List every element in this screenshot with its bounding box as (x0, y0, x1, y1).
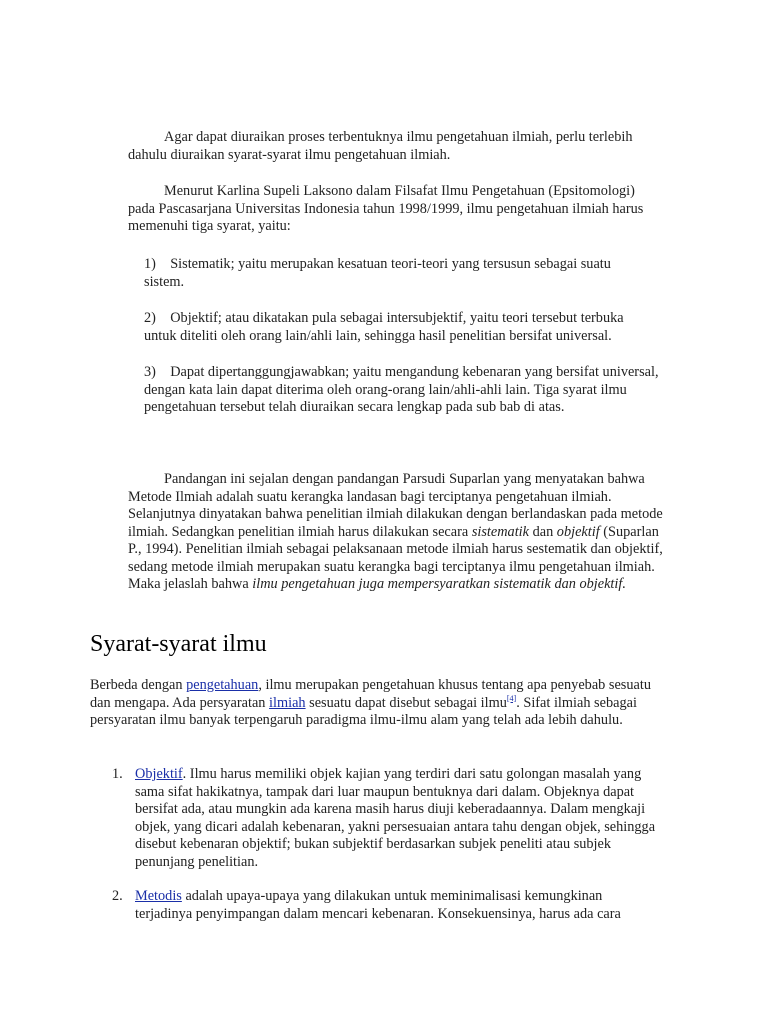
list-item-text: . Ilmu harus memiliki objek kajian yang terdiri dari satu golongan masalah yang sama sifat hakikatnya, tampak dari luar maupun bentuknya dari dalam. Objeknya dapat bersifat ada, atau mungkin ada karena masih harus diuji keberadaannya. Dalam mengkaji objek, yang dicari adalah kebenaran, yakni persesuaian antara tahu dengan objek, sehingga disebut kebenaran objektif; bukan subjektif berdasarkan subjek peneliti atau subjek penunjang penelitian. (135, 766, 656, 870)
section-heading: Syarat-syarat ilmu (90, 631, 267, 657)
list-item-sistematik (144, 256, 649, 291)
syarat-ilmu-paragraph (90, 677, 665, 730)
list-number: 2. (112, 888, 123, 904)
ilmiah-link[interactable]: ilmiah (269, 694, 306, 711)
objektif-link[interactable]: Objektif (135, 766, 183, 782)
citation-link[interactable]: [4] (506, 693, 517, 703)
paragraph-text: Pandangan ini sejalan dengan pandangan Parsudi Suparlan yang menyatakan bahwa Metode Ilmiah adalah suatu kerangka landasan bagi terciptanya pengetahuan ilmiah. Selanjutnya dinyatakan bahwa penelitian ilmiah dilakukan dengan berlandaskan pada metode ilmiah. Sedangkan penelitian ilmiah harus dilakukan secara (128, 471, 663, 540)
list-item-text: Dapat dipertanggungjawabkan; yaitu mengandung kebenaran yang bersifat universal, dengan kata lain dapat diterima oleh orang-orang lain/ahli-ahli lain. Tiga syarat ilmu pengetahuan tersebut telah diuraikan secara lengkap pada sub bab di atas. (144, 364, 659, 415)
list-item-metodis-criterion (90, 888, 658, 923)
list-item-text: adalah upaya-upaya yang dilakukan untuk meminimalisasi kemungkinan terjadinya penyimpangan dalam mencari kebenaran. Konsekuensinya, harus ada cara (135, 888, 621, 922)
list-item-text: Objektif; atau dikatakan pula sebagai intersubjektif, yaitu teori tersebut terbuka untuk diteliti oleh orang lain/ahli lain, sehingga hasil penelitian bersifat universal. (144, 310, 624, 344)
emphasis-text: sistematik (471, 523, 529, 540)
list-marker: 2) (144, 310, 156, 326)
paragraph-text: , ilmu merupakan pengetahuan khusus tentang apa penyebab sesuatu dan mengapa. Ada persyaratan (90, 677, 651, 711)
ordered-list (90, 766, 658, 923)
paragraph-text: sesuatu dapat disebut sebagai ilmu (305, 694, 507, 711)
list-item-objektif (144, 310, 659, 345)
list-marker: 1) (144, 256, 156, 272)
metodis-link[interactable]: Metodis (135, 888, 182, 904)
pengetahuan-link[interactable]: pengetahuan (186, 677, 259, 693)
intro-paragraph: Agar dapat diuraikan proses terbentuknya ilmu pengetahuan ilmiah, perlu terlebih dahulu diuraikan syarat-syarat ilmu pengetahuan ilmiah. (128, 129, 633, 163)
emphasis-text: ilmu pengetahuan juga mempersyaratkan sistematik dan objektif. (252, 576, 626, 592)
list-item-dapat-dipertanggungjawabkan (144, 364, 664, 417)
list-item-objektif-criterion (90, 766, 658, 871)
suparlan-paragraph (128, 471, 668, 594)
list-item-text: Sistematik; yaitu merupakan kesatuan teori-teori yang tersusun sebagai suatu sistem. (144, 256, 611, 290)
list-marker: 3) (144, 364, 156, 380)
karlina-paragraph: Menurut Karlina Supeli Laksono dalam Filsafat Ilmu Pengetahuan (Epsitomologi) pada Pascasarjana Universitas Indonesia tahun 1998/1999, ilmu pengetahuan ilmiah harus memenuhi tiga syarat, yaitu: (128, 183, 644, 234)
paragraph-text: (Suparlan P., 1994). Penelitian ilmiah sebagai pelaksanaan metode ilmiah harus sestematik dan objektif, sedang metode ilmiah merupakan suatu kerangka bagi terciptanya ilmu pengetahuan ilmiah. Maka jelaslah bahwa (128, 523, 663, 592)
paragraph-text: . Sifat ilmiah sebagai persyaratan ilmu banyak terpengaruh paradigma ilmu-ilmu alam yang telah ada lebih dahulu. (90, 694, 637, 728)
list-number: 1. (112, 766, 123, 782)
emphasis-text: objektif (556, 523, 600, 540)
paragraph-text: Berbeda dengan (90, 677, 187, 693)
paragraph-text: dan (529, 523, 557, 540)
